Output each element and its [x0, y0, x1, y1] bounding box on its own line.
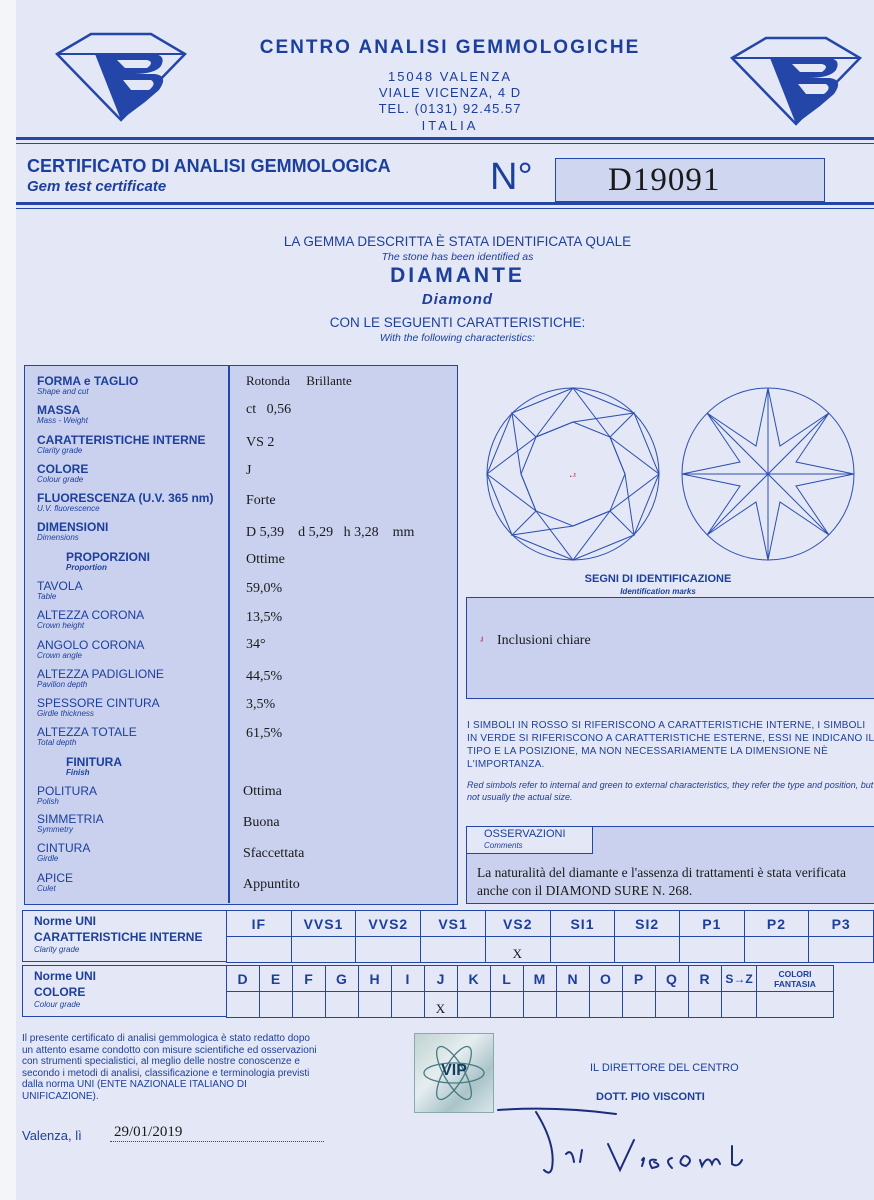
clarity-grade-cell: P2: [744, 911, 809, 937]
colour-mark-cell: [722, 992, 757, 1018]
observations-label: OSSERVAZIONI: [484, 828, 566, 840]
spec-value-dimensions: D 5,39 d 5,29 h 3,28 mm: [246, 525, 415, 540]
colour-grade-cell: F: [293, 966, 326, 992]
clarity-grade-cell: VVS1: [291, 911, 356, 937]
header-rule-thin: [16, 143, 874, 144]
diamond-crown-diagram: [485, 386, 661, 562]
header-rule-bottom: [16, 202, 874, 205]
certificate-number: D19091: [608, 162, 721, 198]
address-line-3: TEL. (0131) 92.45.57: [378, 101, 522, 116]
spec-sub-pavilion-depth: Pavilion depth: [37, 680, 88, 689]
colour-mark-cell: [590, 992, 623, 1018]
colour-grade-cell: O: [590, 966, 623, 992]
colour-grade-cell: G: [326, 966, 359, 992]
clarity-selected-mark: X: [512, 946, 523, 961]
characteristics-line: CON LE SEGUENTI CARATTERISTICHE:: [329, 315, 586, 330]
spec-value-polish: Ottima: [243, 784, 282, 799]
spec-label-dimensions: DIMENSIONI: [37, 520, 109, 534]
spec-label-girdle: CINTURA: [37, 841, 91, 855]
diamond-logo-left-icon: [55, 32, 187, 122]
spec-value-girdle-thickness: 3,5%: [246, 697, 276, 712]
disclaimer-text: Il presente certificato di analisi gemmologica è stato redatto dopo un attento esame condotto con misure scientifiche ed osservazioni con strumenti specialistici, al meglio delle nostre conoscenze e secondo i metodi di analisi, classificazione e terminologia previsti dalla norma UNI (ENTE NAZIONALE ITALIANO DI UNIFICAZIONE).: [22, 1033, 317, 1102]
spec-label-colour: COLORE: [37, 462, 89, 476]
number-label: N°: [490, 156, 533, 198]
spec-value-pavilion-depth: 44,5%: [246, 669, 283, 684]
director-title: IL DIRETTORE DEL CENTRO: [590, 1062, 739, 1074]
clarity-mark-cell: [615, 937, 680, 963]
colour-mark-cell: [359, 992, 392, 1018]
colour-grade-cell: N: [557, 966, 590, 992]
spec-label-shape: FORMA e TAGLIO: [37, 374, 139, 388]
address-line-4: ITALIA: [421, 118, 479, 133]
clarity-grade-cell: VS2: [485, 911, 550, 937]
spec-label-symmetry: SIMMETRIA: [37, 812, 104, 826]
colour-grade-cell: R: [689, 966, 722, 992]
spec-value-culet: Appuntito: [243, 877, 300, 892]
clarity-scale-table: [226, 910, 874, 963]
spec-label-total-depth: ALTEZZA TOTALE: [37, 725, 137, 739]
spec-label-polish: POLITURA: [37, 784, 98, 798]
spec-sub-polish: Polish: [37, 797, 59, 806]
marks-title-en: Identification marks: [620, 587, 696, 596]
colour-mark-cell: [425, 992, 458, 1018]
colour-grade-cell: J: [425, 966, 458, 992]
colour-scale-label-2: COLORE: [34, 985, 86, 999]
spec-sub-fluorescence: U.V. fluorescence: [37, 504, 100, 513]
address-line-1: 15048 VALENZA: [387, 69, 513, 84]
address-line-2: VIALE VICENZA, 4 D: [378, 85, 522, 100]
svg-text:·ʴ: ·ʴ: [569, 470, 577, 483]
clarity-mark-cell: [421, 937, 486, 963]
diamond-logo-right-icon: [730, 36, 862, 126]
clarity-mark-cell: [227, 937, 292, 963]
clarity-mark-cell: [679, 937, 744, 963]
colour-mark-cell: [326, 992, 359, 1018]
spec-sub-culet: Culet: [37, 884, 56, 893]
identified-as-line-en: The stone has been identified as: [381, 251, 534, 263]
colour-mark-cell: [491, 992, 524, 1018]
colour-grade-cell: COLORI FANTASIA: [757, 966, 834, 992]
identified-as-line: LA GEMMA DESCRITTA È STATA IDENTIFICATA QUALE: [283, 234, 632, 249]
colour-grade-cell: L: [491, 966, 524, 992]
observations-label-en: Comments: [484, 841, 523, 850]
clarity-scale-sub: Clarity grade: [34, 945, 80, 954]
colour-scale-sub: Colour grade: [34, 1000, 81, 1009]
specifications-divider: [228, 365, 230, 903]
clarity-grade-cell: P1: [679, 911, 744, 937]
red-mark-icon: ʴ: [480, 632, 484, 648]
spec-label-crown-angle: ANGOLO CORONA: [37, 638, 145, 652]
certificate-title: CERTIFICATO DI ANALISI GEMMOLOGICA: [27, 156, 391, 176]
colour-mark-cell: [293, 992, 326, 1018]
spec-sub-crown-angle: Crown angle: [37, 651, 82, 660]
spec-sub-finish: Finish: [66, 768, 90, 777]
colour-mark-cell: [524, 992, 557, 1018]
colour-grade-cell: H: [359, 966, 392, 992]
colour-grade-cell: K: [458, 966, 491, 992]
spec-value-shape: Rotonda Brillante: [246, 373, 352, 388]
symbols-note: I SIMBOLI IN ROSSO SI RIFERISCONO A CARATTERISTICHE INTERNE, I SIMBOLI IN VERDE SI RIFERISCONO A CARATTERISTICHE ESTERNE, ESSI NE INDICANO IL TIPO E LA POSIZIONE, MA NON NECESSARIAMENTE LA DIMENSIONE NÈ L'IMPORTANZA.: [467, 720, 874, 770]
spec-label-fluorescence: FLUORESCENZA (U.V. 365 nm): [37, 491, 214, 505]
spec-value-clarity: VS 2: [246, 435, 275, 450]
colour-mark-cell: [689, 992, 722, 1018]
clarity-mark-cell: [550, 937, 615, 963]
colour-selected-mark: X: [435, 1001, 447, 1016]
diamond-pavilion-diagram: [680, 386, 856, 562]
spec-sub-girdle: Girdle: [37, 854, 59, 863]
spec-sub-total-depth: Total depth: [37, 738, 77, 747]
clarity-grade-cell: SI2: [615, 911, 680, 937]
colour-grade-cell: D: [227, 966, 260, 992]
spec-label-clarity: CARATTERISTICHE INTERNE: [37, 433, 206, 447]
spec-sub-proportions: Proportion: [66, 563, 107, 572]
spec-label-table: TAVOLA: [37, 579, 83, 593]
clarity-scale-label-1: Norme UNI: [34, 914, 97, 928]
spec-label-crown-height: ALTEZZA CORONA: [37, 608, 145, 622]
colour-grade-cell: P: [623, 966, 656, 992]
marks-entry: Inclusioni chiare: [497, 633, 591, 648]
spec-sub-shape: Shape and cut: [37, 387, 89, 396]
spec-label-mass: MASSA: [37, 403, 81, 417]
spec-sub-crown-height: Crown height: [37, 621, 85, 630]
symbols-note-en: Red simbols refer to internal and green to external characteristics, they refer the type and position, but not usually the actual size.: [467, 780, 874, 802]
colour-mark-cell: [260, 992, 293, 1018]
spec-value-total-depth: 61,5%: [246, 726, 283, 741]
director-name: DOTT. PIO VISCONTI: [596, 1091, 705, 1103]
spec-sub-clarity: Clarity grade: [37, 446, 83, 455]
observations-text: La naturalità del diamante e l'assenza di trattamenti è stata verificata anche con il DIAMOND SURE N. 268.: [477, 865, 847, 898]
hologram-seal: [414, 1033, 494, 1113]
spec-value-fluorescence: Forte: [246, 493, 276, 508]
clarity-grade-cell: VS1: [421, 911, 486, 937]
spec-sub-colour: Colour grade: [37, 475, 84, 484]
colour-mark-cell: [757, 992, 834, 1018]
colour-grade-cell: S→Z: [722, 966, 757, 992]
spec-sub-dimensions: Dimensions: [37, 533, 79, 542]
seal-text: VIP: [441, 1062, 467, 1079]
colour-mark-cell: [623, 992, 656, 1018]
spec-sub-symmetry: Symmetry: [37, 825, 73, 834]
clarity-mark-cell: [356, 937, 421, 963]
colour-mark-cell: [458, 992, 491, 1018]
date-underline: [110, 1141, 324, 1142]
certificate-subtitle: Gem test certificate: [27, 178, 167, 195]
colour-grade-cell: E: [260, 966, 293, 992]
spec-sub-table: Table: [37, 592, 57, 601]
spec-label-finish: FINITURA: [66, 755, 122, 769]
spec-value-table: 59,0%: [246, 581, 283, 596]
characteristics-line-en: With the following characteristics:: [379, 332, 536, 344]
spec-value-colour: J: [246, 463, 252, 478]
clarity-grade-cell: VVS2: [356, 911, 421, 937]
spec-label-proportions: PROPORZIONI: [66, 550, 151, 564]
header-rule-bottom-thin: [16, 208, 874, 209]
colour-mark-cell: [227, 992, 260, 1018]
spec-label-girdle-thickness: SPESSORE CINTURA: [37, 696, 160, 710]
clarity-mark-cell: [809, 937, 874, 963]
colour-grade-cell: I: [392, 966, 425, 992]
place-label: Valenza, lì: [22, 1128, 82, 1143]
spec-value-crown-angle: 34°: [246, 637, 266, 652]
spec-value-girdle: Sfaccettata: [243, 846, 305, 861]
colour-mark-cell: [392, 992, 425, 1018]
colour-scale-table: [226, 965, 834, 1018]
clarity-scale-label-2: CARATTERISTICHE INTERNE: [34, 930, 203, 944]
colour-grade-cell: M: [524, 966, 557, 992]
colour-mark-cell: [557, 992, 590, 1018]
spec-value-symmetry: Buona: [243, 815, 280, 830]
spec-value-crown-height: 13,5%: [246, 610, 283, 625]
spec-label-pavilion-depth: ALTEZZA PADIGLIONE: [37, 667, 164, 681]
org-name: CENTRO ANALISI GEMMOLOGICHE: [259, 37, 641, 58]
clarity-grade-cell: SI1: [550, 911, 615, 937]
colour-grade-cell: Q: [656, 966, 689, 992]
director-signature: [496, 1104, 766, 1180]
marks-title: SEGNI DI IDENTIFICAZIONE: [584, 573, 732, 585]
spec-label-culet: APICE: [37, 871, 74, 885]
colour-mark-cell: [656, 992, 689, 1018]
clarity-grade-cell: IF: [227, 911, 292, 937]
colour-scale-label-1: Norme UNI: [34, 969, 97, 983]
gem-name: DIAMANTE: [390, 264, 525, 287]
spec-sub-mass: Mass - Weight: [37, 416, 88, 425]
spec-value-proportions: Ottime: [246, 552, 285, 567]
clarity-mark-cell: [291, 937, 356, 963]
issue-date: 29/01/2019: [114, 1124, 183, 1140]
clarity-mark-cell: [485, 937, 550, 963]
clarity-grade-cell: P3: [809, 911, 874, 937]
header-rule-top: [16, 137, 874, 140]
gem-name-en: Diamond: [421, 291, 494, 308]
spec-sub-girdle-thickness: Girdle thickness: [37, 709, 94, 718]
spec-value-mass: ct 0,56: [246, 402, 292, 417]
clarity-mark-cell: [744, 937, 809, 963]
